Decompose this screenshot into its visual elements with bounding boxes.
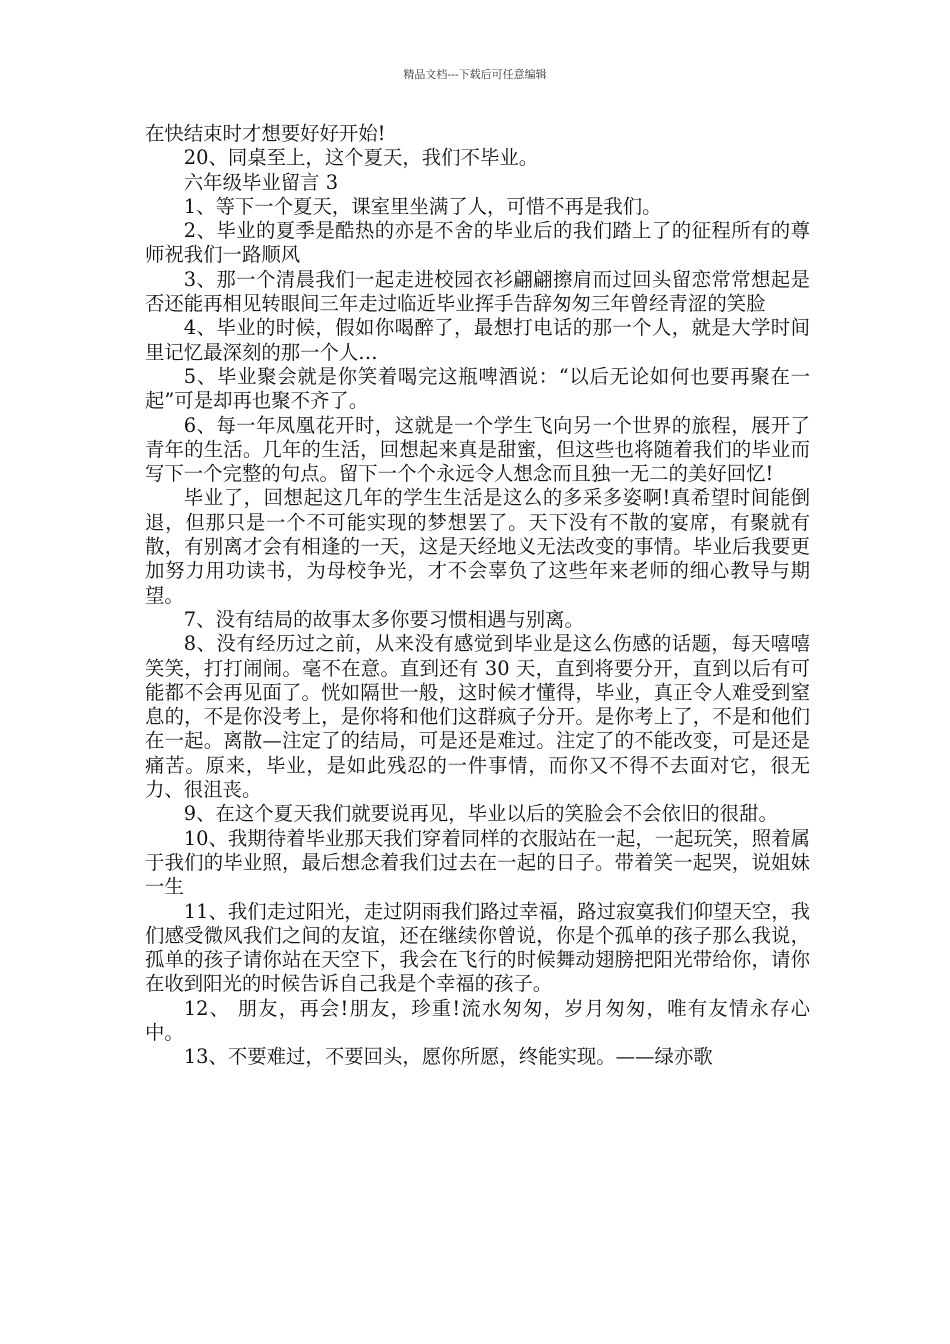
paragraph: 10、我期待着毕业那天我们穿着同样的衣服站在一起，一起玩笑，照着属于我们的毕业照，最后想念着我们过去在一起的日子。带着笑一起哭，说姐妹一生: [145, 826, 810, 899]
paragraph: 3、那一个清晨我们一起走进校园衣衫翩翩擦肩而过回头留恋常常想起是否还能再相见转眼间三年走过临近毕业挥手告辞匆匆三年曾经青涩的笑脸: [145, 267, 810, 316]
paragraph: 4、毕业的时候，假如你喝醉了，最想打电话的那一个人，就是大学时间里记忆最深刻的那一个人…: [145, 316, 810, 364]
paragraph: 在快结束时才想要好好开始!: [145, 122, 386, 145]
paragraph: 9、在这个夏天我们就要说再见，毕业以后的笑脸会不会依旧的很甜。: [183, 802, 778, 826]
paragraph: 6、每一年凤凰花开时，这就是一个学生飞向另一个世界的旅程，展开了青年的生活。几年的生活，回想起来真是甜蜜，但这些也将随着我们的毕业而写下一个完整的句点。留下一个个永远令人想念而且独一无二的美好回忆!: [145, 413, 810, 486]
paragraph: 8、没有经历过之前，从来没有感觉到毕业是这么伤感的话题，每天嘻嘻笑笑，打打闹闹。毫不在意。直到还有 30 天，直到将要分开，直到以后有可能都不会再见面了。恍如隔世一般，这时候才懂得，毕业，真正令人难受到窒息的，不是你没考上，是你将和他们这群疯子分开。是你考上了，不是和他们在一起。离散—注定了的结局，可是还是难过。注定了的不能改变，可是还是痛苦。原来，毕业，是如此残忍的一件事情，而你又不得不去面对它，很无力、很沮丧。: [145, 632, 810, 802]
paragraph: 12、 朋友，再会!朋友，珍重!流水匆匆，岁月匆匆，唯有友情永存心中。: [145, 996, 810, 1044]
paragraph: 7、没有结局的故事太多你要习惯相遇与别离。: [183, 607, 584, 631]
document-body: [145, 122, 810, 1070]
paragraph: 2、毕业的夏季是酷热的亦是不舍的毕业后的我们踏上了的征程所有的尊师祝我们一路顺风: [145, 219, 810, 267]
paragraph: 5、毕业聚会就是你笑着喝完这瓶啤酒说：“以后无论如何也要再聚在一起”可是却再也聚不齐了。: [145, 364, 810, 413]
section-heading: 六年级毕业留言 3: [183, 170, 339, 194]
paragraph: 毕业了，回想起这几年的学生生活是这么的多采多姿啊!真希望时间能倒退，但那只是一个不可能实现的梦想罢了。天下没有不散的宴席，有聚就有散，有别离才会有相逢的一天，这是天经地义无法改变的事情。毕业后我要更加努力用功读书，为母校争光，才不会辜负了这些年来老师的细心教导与期望。: [145, 486, 810, 607]
paragraph: 13、不要难过，不要回头，愿你所愿，终能实现。——绿亦歌: [183, 1045, 713, 1069]
paragraph: 1、等下一个夏天，课室里坐满了人，可惜不再是我们。: [183, 194, 662, 218]
page-header: 精品文档---下载后可任意编辑: [403, 68, 547, 81]
paragraph: 20、同桌至上，这个夏天，我们不毕业。: [183, 146, 539, 170]
paragraph: 11、我们走过阳光，走过阴雨我们路过幸福，路过寂寞我们仰望天空，我们感受微风我们之间的友谊，还在继续你曾说，你是个孤单的孩子那么我说，孤单的孩子请你站在天空下，我会在飞行的时候舞动翅膀把阳光带给你，请你在收到阳光的时候告诉自己我是个幸福的孩子。: [145, 899, 810, 996]
